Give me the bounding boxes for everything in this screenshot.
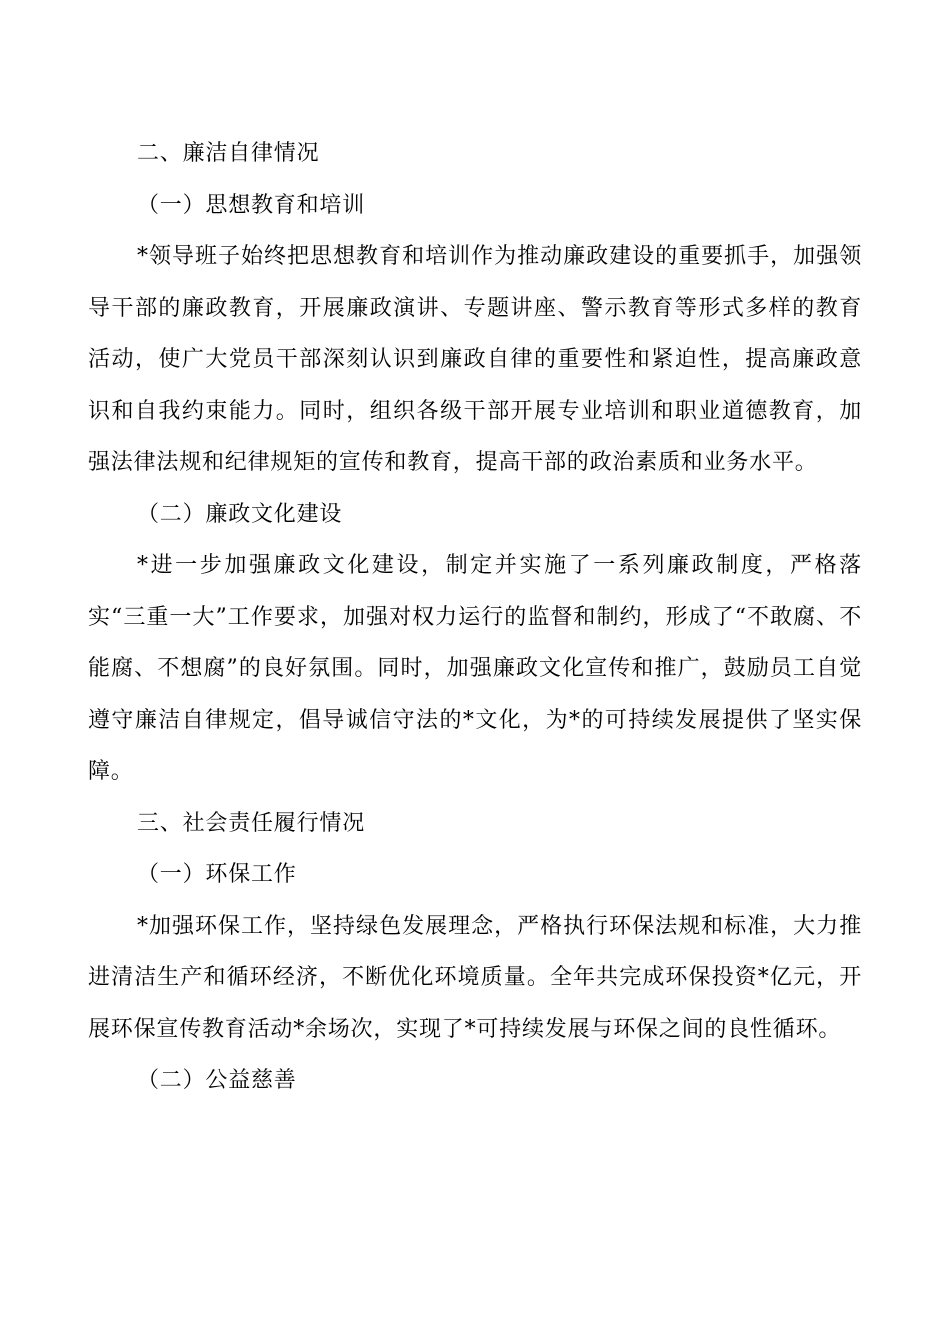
subsection-heading-environmental: （一）环保工作 xyxy=(137,862,297,887)
paragraph-education-training: *领导班子始终把思想教育和培训作为推动廉政建设的重要抓手，加强领导干部的廉政教育，开展廉政演讲、专题讲座、警示教育等形式多样的教育活动，使广大党员干部深刻认识到廉政自律的重要性和紧迫性，提高廉政意识和自我约束能力。同时，组织各级干部开展专业培训和职业道德教育，加强法律法规和纪律规矩的宣传和教育，提高干部的政治素质和业务水平。 xyxy=(88,244,862,475)
subsection-heading-charity: （二）公益慈善 xyxy=(137,1068,297,1093)
paragraph-integrity-culture: *进一步加强廉政文化建设，制定并实施了一系列廉政制度，严格落实“三重一大”工作要求，加强对权力运行的监督和制约，形成了“不敢腐、不能腐、不想腐”的良好氛围。同时，加强廉政文化宣传和推广，鼓励员工自觉遵守廉洁自律规定，倡导诚信守法的*文化，为*的可持续发展提供了坚实保障。 xyxy=(88,553,862,784)
document-body xyxy=(88,128,862,1107)
subsection-heading-education-training: （一）思想教育和培训 xyxy=(137,192,366,218)
section-heading-social-responsibility: 三、社会责任履行情况 xyxy=(137,810,366,836)
paragraph-environmental: *加强环保工作，坚持绿色发展理念，严格执行环保法规和标准，大力推进清洁生产和循环经济，不断优化环境质量。全年共完成环保投资*亿元，开展环保宣传教育活动*余场次，实现了*可持续发展与环保之间的良性循环。 xyxy=(88,913,862,1042)
subsection-heading-integrity-culture: （二）廉政文化建设 xyxy=(137,501,343,527)
section-heading-integrity: 二、廉洁自律情况 xyxy=(137,141,320,166)
